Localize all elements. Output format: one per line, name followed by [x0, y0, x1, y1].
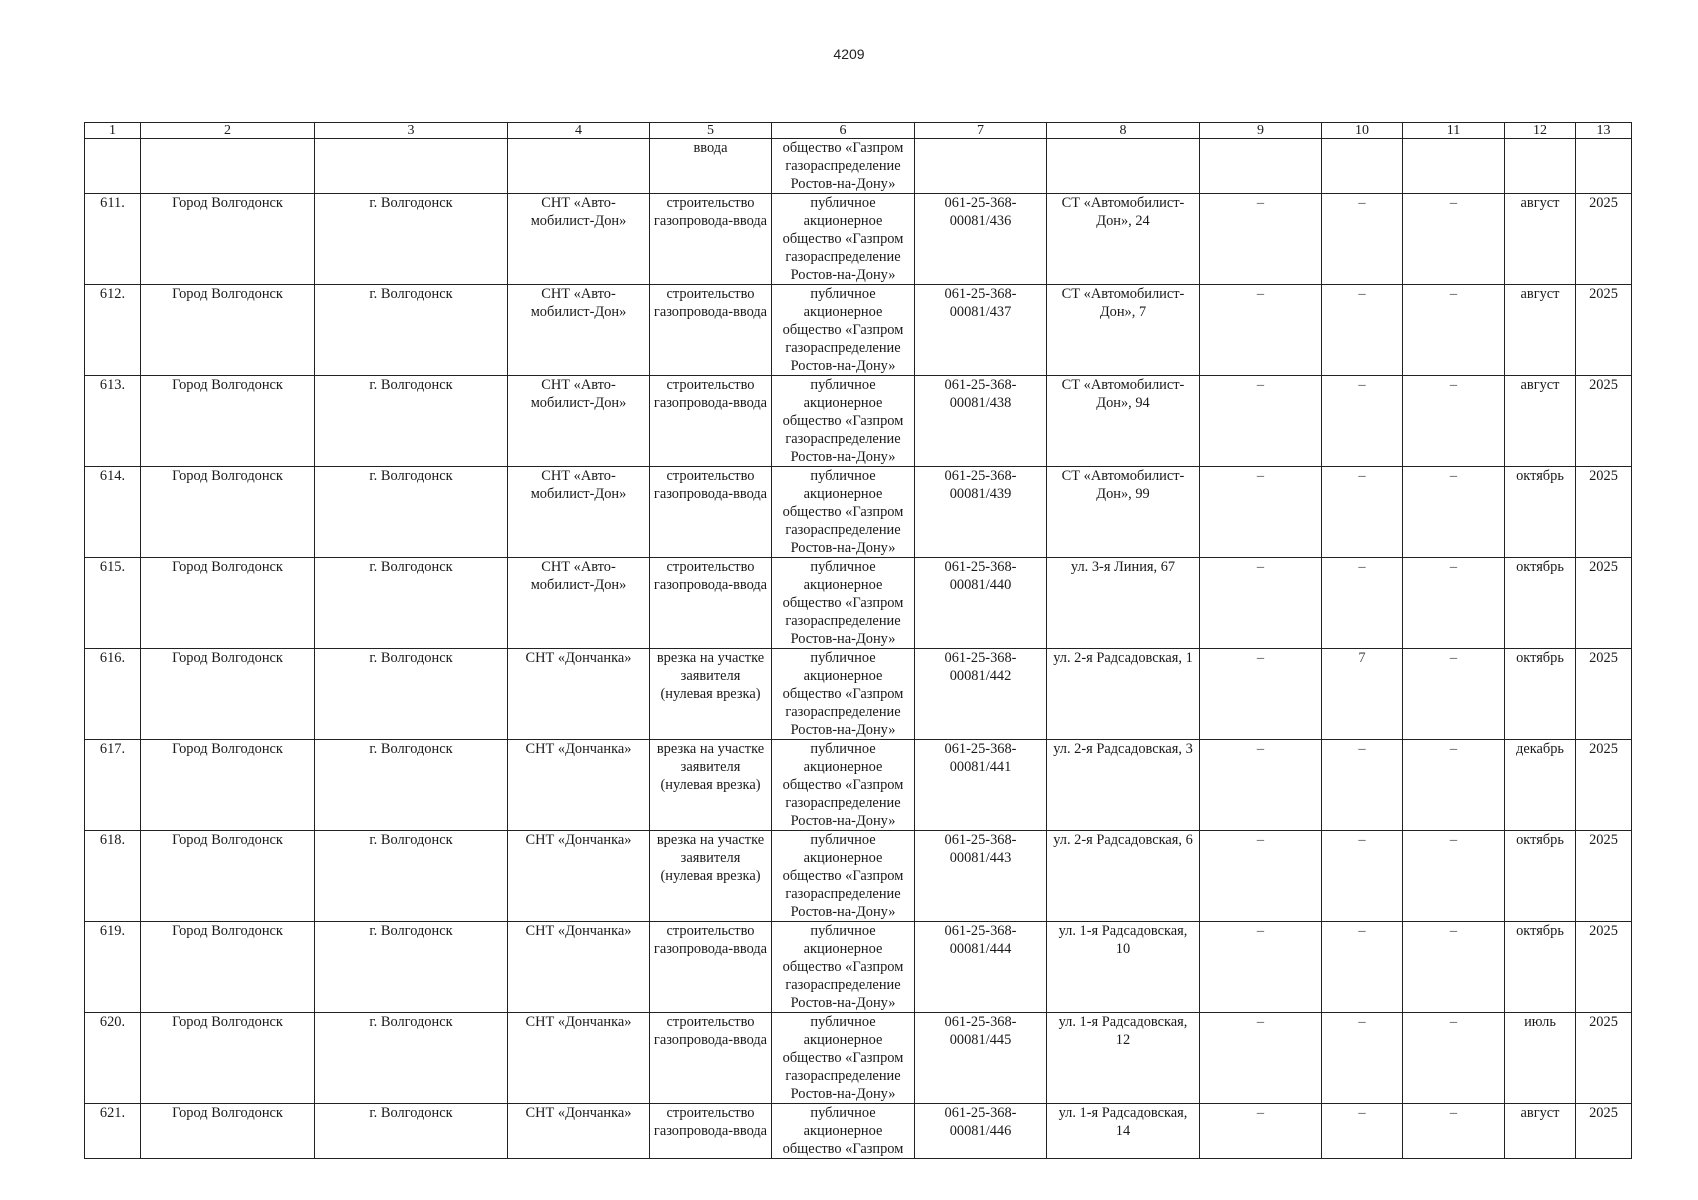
organization-cell: общество «Газпром газораспределение Ростов-на-Дону» [772, 139, 915, 194]
purpose-cell: строительство газопровода-ввода [650, 194, 772, 285]
column-header: 10 [1322, 123, 1403, 139]
settlement-cell: г. Волгодонск [315, 922, 508, 1013]
organization-cell: публичное акционерное общество «Газпром газораспределение Ростов-на-Дону» [772, 376, 915, 467]
table-cell [1576, 139, 1632, 194]
column-9-cell: – [1200, 1013, 1322, 1104]
organization-cell: публичное акционерное общество «Газпром газораспределение Ростов-на-Дону» [772, 649, 915, 740]
year-cell: 2025 [1576, 467, 1632, 558]
address-cell: ул. 2-я Радсадовская, 3 [1047, 740, 1200, 831]
continuation-row [85, 139, 1632, 194]
column-header: 11 [1403, 123, 1505, 139]
column-11-cell: – [1403, 740, 1505, 831]
table-row [85, 376, 1632, 467]
application-code-cell: 061-25-368-00081/443 [915, 831, 1047, 922]
organization-cell: публичное акционерное общество «Газпром газораспределение Ростов-на-Дону» [772, 467, 915, 558]
settlement-cell: г. Волгодонск [315, 376, 508, 467]
settlement-cell: г. Волгодонск [315, 1104, 508, 1159]
application-code-cell: 061-25-368-00081/442 [915, 649, 1047, 740]
purpose-cell: ввода [650, 139, 772, 194]
column-10-cell: – [1322, 1104, 1403, 1159]
purpose-cell: строительство газопровода-ввода [650, 285, 772, 376]
column-11-cell: – [1403, 922, 1505, 1013]
partnership-cell: СНТ «Авто-мобилист-Дон» [508, 467, 650, 558]
municipality-cell: Город Волгодонск [141, 740, 315, 831]
column-header: 9 [1200, 123, 1322, 139]
table-cell [1047, 139, 1200, 194]
settlement-cell: г. Волгодонск [315, 1013, 508, 1104]
application-code-cell: 061-25-368-00081/438 [915, 376, 1047, 467]
table-cell [315, 139, 508, 194]
month-cell: октябрь [1505, 467, 1576, 558]
settlement-cell: г. Волгодонск [315, 740, 508, 831]
table-row [85, 285, 1632, 376]
year-cell: 2025 [1576, 831, 1632, 922]
address-cell: ул. 1-я Радсадовская, 10 [1047, 922, 1200, 1013]
table-cell [141, 139, 315, 194]
purpose-cell: строительство газопровода-ввода [650, 1013, 772, 1104]
column-10-cell: – [1322, 467, 1403, 558]
organization-cell: публичное акционерное общество «Газпром газораспределение Ростов-на-Дону» [772, 194, 915, 285]
application-code-cell: 061-25-368-00081/439 [915, 467, 1047, 558]
settlement-cell: г. Волгодонск [315, 285, 508, 376]
table-row [85, 922, 1632, 1013]
column-10-cell: – [1322, 922, 1403, 1013]
column-9-cell: – [1200, 285, 1322, 376]
column-header: 1 [85, 123, 141, 139]
application-code-cell: 061-25-368-00081/441 [915, 740, 1047, 831]
column-9-cell: – [1200, 558, 1322, 649]
row-number-cell: 612. [85, 285, 141, 376]
table-cell [85, 139, 141, 194]
column-header: 5 [650, 123, 772, 139]
column-number-row [85, 123, 1632, 139]
settlement-cell: г. Волгодонск [315, 831, 508, 922]
partnership-cell: СНТ «Дончанка» [508, 649, 650, 740]
row-number-cell: 616. [85, 649, 141, 740]
month-cell: август [1505, 376, 1576, 467]
partnership-cell: СНТ «Авто-мобилист-Дон» [508, 376, 650, 467]
organization-cell: публичное акционерное общество «Газпром газораспределение Ростов-на-Дону» [772, 558, 915, 649]
purpose-cell: строительство газопровода-ввода [650, 922, 772, 1013]
partnership-cell: СНТ «Дончанка» [508, 1013, 650, 1104]
column-11-cell: – [1403, 1104, 1505, 1159]
year-cell: 2025 [1576, 1104, 1632, 1159]
row-number-cell: 617. [85, 740, 141, 831]
column-11-cell: – [1403, 831, 1505, 922]
municipality-cell: Город Волгодонск [141, 194, 315, 285]
column-10-cell: 7 [1322, 649, 1403, 740]
row-number-cell: 615. [85, 558, 141, 649]
organization-cell: публичное акционерное общество «Газпром газораспределение Ростов-на-Дону» [772, 922, 915, 1013]
address-cell: СТ «Автомобилист-Дон», 7 [1047, 285, 1200, 376]
column-header: 13 [1576, 123, 1632, 139]
municipality-cell: Город Волгодонск [141, 922, 315, 1013]
application-code-cell: 061-25-368-00081/444 [915, 922, 1047, 1013]
row-number-cell: 620. [85, 1013, 141, 1104]
municipality-cell: Город Волгодонск [141, 467, 315, 558]
table-cell [1200, 139, 1322, 194]
table-row [85, 649, 1632, 740]
address-cell: ул. 1-я Радсадовская, 12 [1047, 1013, 1200, 1104]
month-cell: октябрь [1505, 558, 1576, 649]
table-row [85, 558, 1632, 649]
address-cell: СТ «Автомобилист-Дон», 94 [1047, 376, 1200, 467]
column-10-cell: – [1322, 285, 1403, 376]
partnership-cell: СНТ «Дончанка» [508, 740, 650, 831]
column-11-cell: – [1403, 376, 1505, 467]
column-header: 8 [1047, 123, 1200, 139]
table-row [85, 194, 1632, 285]
purpose-cell: врезка на участке заявителя (нулевая врезка) [650, 740, 772, 831]
table-row [85, 1013, 1632, 1104]
column-9-cell: – [1200, 649, 1322, 740]
column-9-cell: – [1200, 467, 1322, 558]
column-9-cell: – [1200, 922, 1322, 1013]
row-number-cell: 618. [85, 831, 141, 922]
row-number-cell: 619. [85, 922, 141, 1013]
row-number-cell: 614. [85, 467, 141, 558]
month-cell: август [1505, 194, 1576, 285]
partnership-cell: СНТ «Дончанка» [508, 1104, 650, 1159]
year-cell: 2025 [1576, 649, 1632, 740]
column-9-cell: – [1200, 376, 1322, 467]
column-11-cell: – [1403, 467, 1505, 558]
organization-cell: публичное акционерное общество «Газпром газораспределение Ростов-на-Дону» [772, 1013, 915, 1104]
column-10-cell: – [1322, 740, 1403, 831]
month-cell: октябрь [1505, 922, 1576, 1013]
column-11-cell: – [1403, 1013, 1505, 1104]
table-cell [1505, 139, 1576, 194]
application-code-cell: 061-25-368-00081/445 [915, 1013, 1047, 1104]
row-number-cell: 611. [85, 194, 141, 285]
month-cell: август [1505, 1104, 1576, 1159]
table-body [85, 139, 1632, 1159]
address-cell: ул. 1-я Радсадовская, 14 [1047, 1104, 1200, 1159]
table-cell [1322, 139, 1403, 194]
year-cell: 2025 [1576, 285, 1632, 376]
purpose-cell: строительство газопровода-ввода [650, 558, 772, 649]
settlement-cell: г. Волгодонск [315, 467, 508, 558]
application-code-cell: 061-25-368-00081/436 [915, 194, 1047, 285]
address-cell: СТ «Автомобилист-Дон», 99 [1047, 467, 1200, 558]
application-code-cell: 061-25-368-00081/437 [915, 285, 1047, 376]
column-9-cell: – [1200, 740, 1322, 831]
partnership-cell: СНТ «Дончанка» [508, 831, 650, 922]
month-cell: октябрь [1505, 831, 1576, 922]
column-header: 4 [508, 123, 650, 139]
page-number: 4209 [833, 46, 865, 62]
month-cell: октябрь [1505, 649, 1576, 740]
partnership-cell: СНТ «Авто-мобилист-Дон» [508, 285, 650, 376]
column-header: 3 [315, 123, 508, 139]
table-row [85, 1104, 1632, 1159]
year-cell: 2025 [1576, 194, 1632, 285]
column-header: 6 [772, 123, 915, 139]
column-11-cell: – [1403, 649, 1505, 740]
organization-cell: публичное акционерное общество «Газпром газораспределение Ростов-на-Дону» [772, 740, 915, 831]
partnership-cell: СНТ «Авто-мобилист-Дон» [508, 194, 650, 285]
organization-cell: публичное акционерное общество «Газпром газораспределение Ростов-на-Дону» [772, 285, 915, 376]
municipality-cell: Город Волгодонск [141, 558, 315, 649]
row-number-cell: 613. [85, 376, 141, 467]
month-cell: июль [1505, 1013, 1576, 1104]
municipality-cell: Город Волгодонск [141, 831, 315, 922]
column-9-cell: – [1200, 831, 1322, 922]
purpose-cell: строительство газопровода-ввода [650, 376, 772, 467]
table-cell [508, 139, 650, 194]
gasification-registry-table [84, 122, 1632, 1159]
purpose-cell: врезка на участке заявителя (нулевая врезка) [650, 831, 772, 922]
column-11-cell: – [1403, 194, 1505, 285]
month-cell: декабрь [1505, 740, 1576, 831]
address-cell: ул. 3-я Линия, 67 [1047, 558, 1200, 649]
row-number-cell: 621. [85, 1104, 141, 1159]
municipality-cell: Город Волгодонск [141, 285, 315, 376]
purpose-cell: строительство газопровода-ввода [650, 467, 772, 558]
column-10-cell: – [1322, 558, 1403, 649]
purpose-cell: врезка на участке заявителя (нулевая врезка) [650, 649, 772, 740]
column-11-cell: – [1403, 558, 1505, 649]
address-cell: СТ «Автомобилист-Дон», 24 [1047, 194, 1200, 285]
table-header [85, 123, 1632, 139]
month-cell: август [1505, 285, 1576, 376]
year-cell: 2025 [1576, 1013, 1632, 1104]
municipality-cell: Город Волгодонск [141, 649, 315, 740]
column-9-cell: – [1200, 1104, 1322, 1159]
column-9-cell: – [1200, 194, 1322, 285]
application-code-cell: 061-25-368-00081/440 [915, 558, 1047, 649]
column-10-cell: – [1322, 194, 1403, 285]
table-row [85, 467, 1632, 558]
column-10-cell: – [1322, 1013, 1403, 1104]
table-row [85, 831, 1632, 922]
table-cell [915, 139, 1047, 194]
year-cell: 2025 [1576, 376, 1632, 467]
column-10-cell: – [1322, 376, 1403, 467]
application-code-cell: 061-25-368-00081/446 [915, 1104, 1047, 1159]
address-cell: ул. 2-я Радсадовская, 6 [1047, 831, 1200, 922]
year-cell: 2025 [1576, 740, 1632, 831]
address-cell: ул. 2-я Радсадовская, 1 [1047, 649, 1200, 740]
column-header: 2 [141, 123, 315, 139]
column-10-cell: – [1322, 831, 1403, 922]
column-header: 12 [1505, 123, 1576, 139]
year-cell: 2025 [1576, 558, 1632, 649]
table-row [85, 740, 1632, 831]
organization-cell: публичное акционерное общество «Газпром [772, 1104, 915, 1159]
settlement-cell: г. Волгодонск [315, 194, 508, 285]
purpose-cell: строительство газопровода-ввода [650, 1104, 772, 1159]
partnership-cell: СНТ «Авто-мобилист-Дон» [508, 558, 650, 649]
year-cell: 2025 [1576, 922, 1632, 1013]
column-11-cell: – [1403, 285, 1505, 376]
municipality-cell: Город Волгодонск [141, 1013, 315, 1104]
settlement-cell: г. Волгодонск [315, 558, 508, 649]
municipality-cell: Город Волгодонск [141, 1104, 315, 1159]
municipality-cell: Город Волгодонск [141, 376, 315, 467]
column-header: 7 [915, 123, 1047, 139]
table-cell [1403, 139, 1505, 194]
organization-cell: публичное акционерное общество «Газпром газораспределение Ростов-на-Дону» [772, 831, 915, 922]
settlement-cell: г. Волгодонск [315, 649, 508, 740]
partnership-cell: СНТ «Дончанка» [508, 922, 650, 1013]
